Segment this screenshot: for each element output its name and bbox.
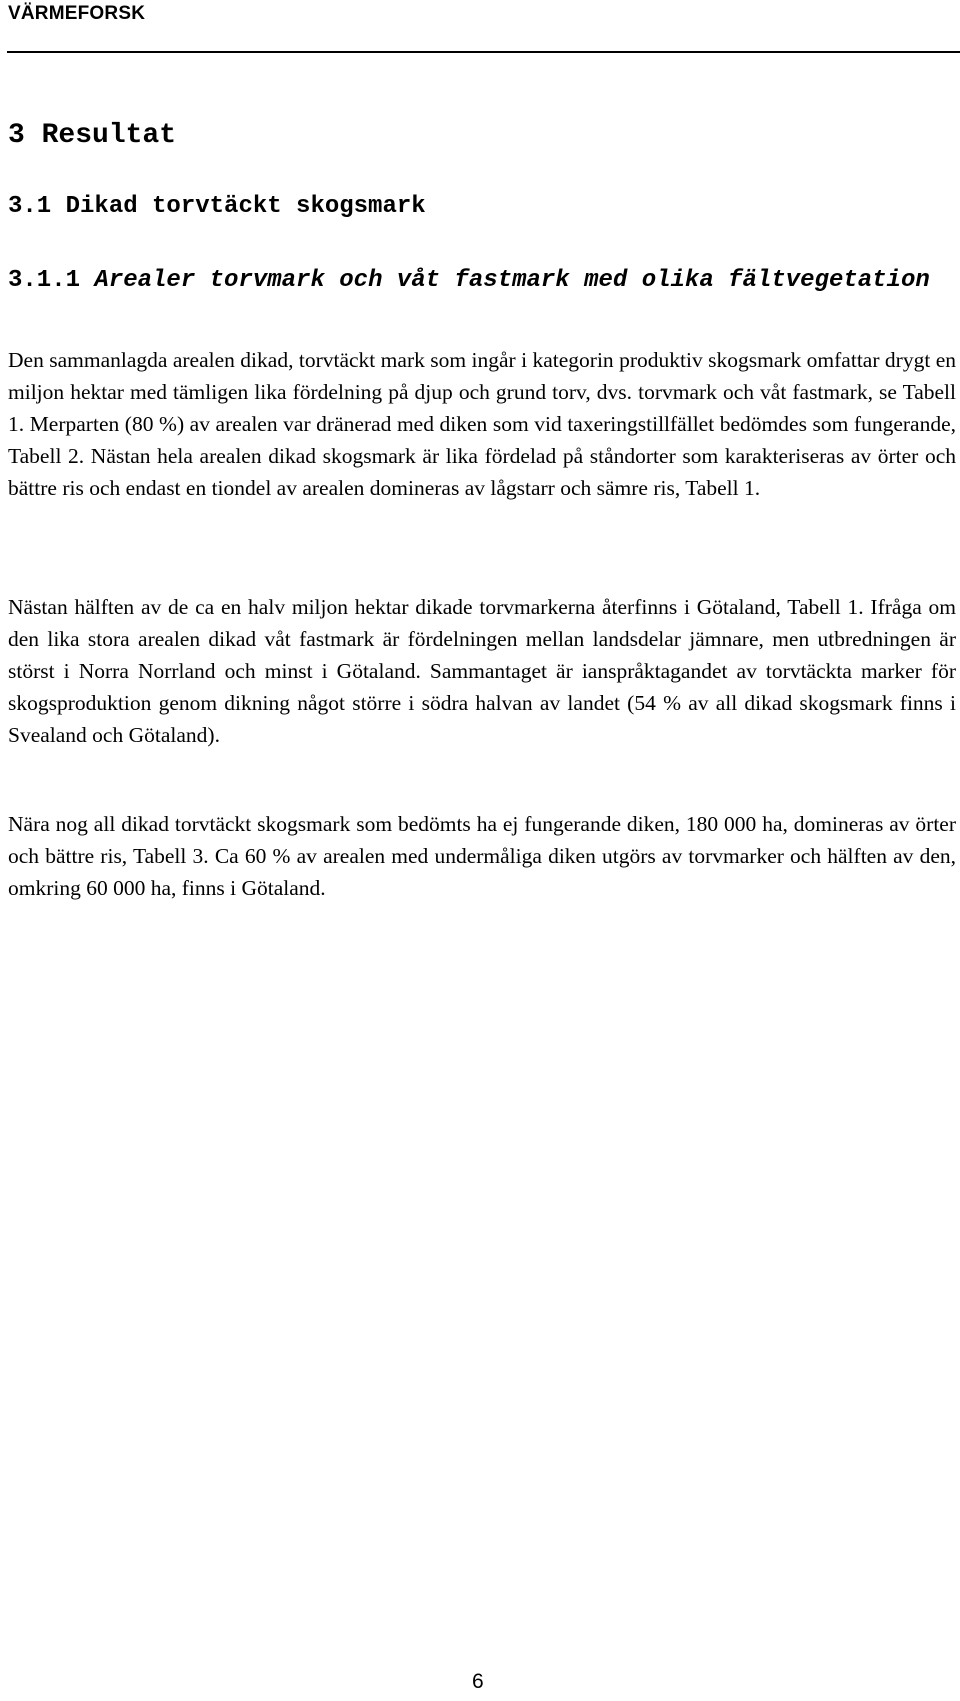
paragraph-2: Nästan hälften av de ca en halv miljon hektar dikade torvmarkerna återfinns i Götaland, Tabell 1. Ifråga om den lika stora arealen dikad våt fastmark är fördelningen mellan landsdelar jämnare, men utbredningen är störst i Norra Norrland och minst i Götaland. Sammantaget är ianspråktagandet av torvtäckta marker för skogsproduktion genom dikning något större i södra halvan av landet (54 % av all dikad skogsmark finns i Svealand och Götaland).: [8, 595, 956, 747]
page-header: [0, 0, 960, 56]
subsubsection-heading: [8, 266, 956, 296]
paragraph-3: Nära nog all dikad torvtäckt skogsmark som bedömts ha ej fungerande diken, 180 000 ha, domineras av örter och bättre ris, Tabell 3. Ca 60 % av arealen med undermåliga diken utgörs av torvmarker och hälften av den, omkring 60 000 ha, finns i Götaland.: [8, 812, 956, 900]
section-heading: 3 Resultat: [8, 120, 177, 151]
subsection-heading: 3.1 Dikad torvtäckt skogsmark: [8, 193, 426, 220]
paragraph-1: Den sammanlagda arealen dikad, torvtäckt mark som ingår i kategorin produktiv skogsmark omfattar drygt en miljon hektar med tämligen lika fördelning på djup och grund torv, dvs. torvmark och våt fastmark, se Tabell 1. Merparten (80 %) av arealen var dränerad med diken som vid taxeringstillfället bedömdes som fungerande, Tabell 2. Nästan hela arealen dikad skogsmark är lika fördelad på ståndorter som karakteriseras av örter och bättre ris och endast en tiondel av arealen domineras av lågstarr och sämre ris, Tabell 1.: [8, 348, 956, 500]
subsubsection-title: Arealer torvmark och våt fastmark med olika fältvegetation: [94, 267, 930, 294]
page-number: 6: [472, 1670, 484, 1693]
header-brand: VÄRMEFORSK: [8, 3, 146, 24]
header-rule: [7, 51, 960, 53]
subsubsection-number: 3.1.1: [8, 267, 81, 294]
